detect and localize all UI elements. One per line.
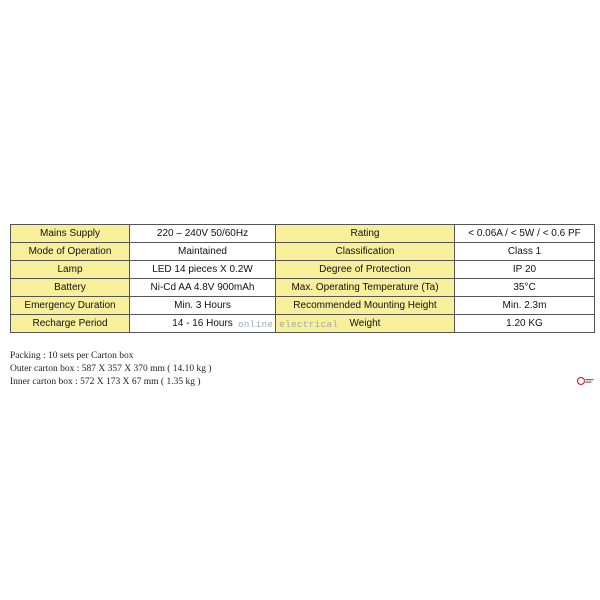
spec-value: IP 20 (455, 261, 595, 279)
spec-value: Ni-Cd AA 4.8V 900mAh (130, 279, 276, 297)
spec-label: Lamp (11, 261, 130, 279)
spec-value: Maintained (130, 243, 276, 261)
spec-label: Mode of Operation (11, 243, 130, 261)
spec-label: Recharge Period (11, 315, 130, 333)
spec-label: Emergency Duration (11, 297, 130, 315)
spec-label: Max. Operating Temperature (Ta) (276, 279, 455, 297)
packing-notes (10, 350, 212, 389)
spec-label: Mains Supply (11, 225, 130, 243)
brand-logo-icon (577, 376, 594, 386)
inner-carton-line: Inner carton box : 572 X 173 X 67 mm ( 1.35 kg ) (10, 377, 201, 387)
spec-label: Rating (276, 225, 455, 243)
spec-value: Min. 3 Hours (130, 297, 276, 315)
spec-label: Degree of Protection (276, 261, 455, 279)
spec-label: Weight (276, 315, 455, 333)
spec-value: < 0.06A / < 5W / < 0.6 PF (455, 225, 595, 243)
table-row (11, 279, 595, 297)
packing-line: Packing : 10 sets per Carton box (10, 351, 134, 361)
outer-carton-line: Outer carton box : 587 X 357 X 370 mm ( 14.10 kg ) (10, 364, 212, 374)
spec-value: Min. 2.3m (455, 297, 595, 315)
spec-label: Battery (11, 279, 130, 297)
spec-value: LED 14 pieces X 0.2W (130, 261, 276, 279)
spec-label: Recommended Mounting Height (276, 297, 455, 315)
table-row (11, 243, 595, 261)
table-row (11, 225, 595, 243)
watermark-text: online electrical (238, 320, 339, 330)
spec-label: Classification (276, 243, 455, 261)
spec-value: 220 – 240V 50/60Hz (130, 225, 276, 243)
table-row (11, 261, 595, 279)
table-row (11, 297, 595, 315)
spec-value: Class 1 (455, 243, 595, 261)
spec-value: 35°C (455, 279, 595, 297)
spec-value: 14 - 16 Hours (130, 315, 276, 333)
specification-table (10, 224, 595, 333)
spec-value: 1.20 KG (455, 315, 595, 333)
